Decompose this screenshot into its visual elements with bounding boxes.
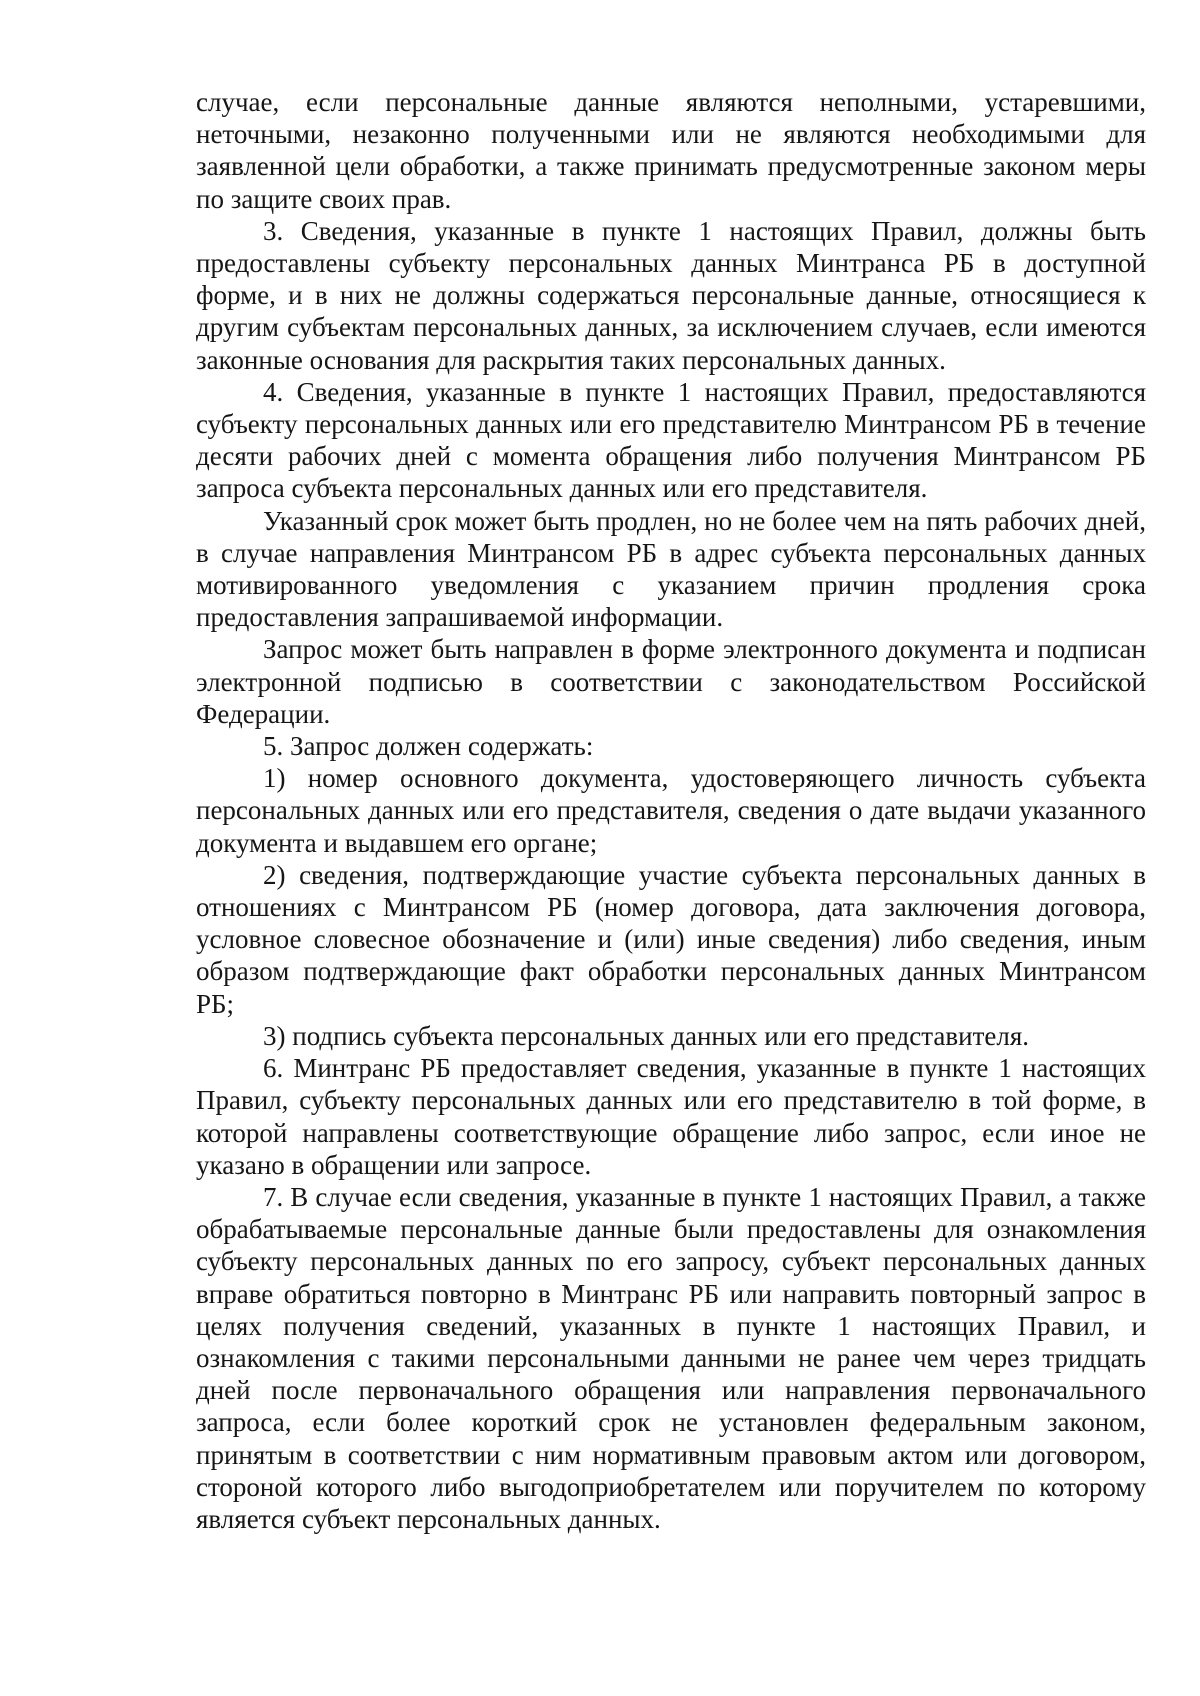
subitem-2: 2) сведения, подтверждающие участие субъекта персональных данных в отношениях с Минтрансом РБ (номер договора, дата заключения договора, условное словесное обозначение и (или) иные сведения) либо сведения, иным образом подтверждающие факт обработки персональных данных Минтрансом РБ;	[196, 859, 1146, 1019]
paragraph-term-extension: Указанный срок может быть продлен, но не более чем на пять рабочих дней, в случае направления Минтрансом РБ в адрес субъекта персональных данных мотивированного уведомления с указанием причин продления срока предоставления запрашиваемой информации.	[196, 505, 1146, 633]
document-body	[196, 86, 1146, 1535]
subitem-3: 3) подпись субъекта персональных данных или его представителя.	[263, 1020, 1030, 1051]
paragraph-item-3: 3. Сведения, указанные в пункте 1 настоящих Правил, должны быть предоставлены субъекту персональных данных Минтранса РБ в доступной форме, и в них не должны содержаться персональные данные, относящиеся к другим субъектам персональных данных, за исключением случаев, если имеются законные основания для раскрытия таких персональных данных.	[196, 215, 1146, 375]
paragraph-item-6: 6. Минтранс РБ предоставляет сведения, указанные в пункте 1 настоящих Правил, субъекту персональных данных или его представителю в той форме, в которой направлены соответствующие обращение либо запрос, если иное не указано в обращении или запросе.	[196, 1053, 1146, 1180]
paragraph-item-4: 4. Сведения, указанные в пункте 1 настоящих Правил, предоставляются субъекту персональных данных или его представителю Минтрансом РБ в течение десяти рабочих дней с момента обращения либо получения Минтрансом РБ запроса субъекта персональных данных или его представителя.	[196, 376, 1146, 504]
subitem-1: 1) номер основного документа, удостоверяющего личность субъекта персональных данных или его представителя, сведения о дате выдачи указанного документа и выдавшем его органе;	[196, 763, 1146, 858]
paragraph-item-5: 5. Запрос должен содержать:	[263, 731, 594, 762]
paragraph-electronic-request: Запрос может быть направлен в форме электронного документа и подписан электронной подписью в соответствии с законодательством Российской Федерации.	[196, 634, 1146, 729]
paragraph-item-7: 7. В случае если сведения, указанные в пункте 1 настоящих Правил, а также обрабатываемые персональные данные были предоставлены для ознакомления субъекту персональных данных по его запросу, субъект персональных данных вправе обратиться повторно в Минтранс РБ или направить повторный запрос в целях получения сведений, указанных в пункте 1 настоящих Правил, и ознакомления с такими персональными данными не ранее чем через тридцать дней после первоначального обращения или направления первоначального запроса, если более короткий срок не установлен федеральным законом, принятым в соответствии с ним нормативным правовым актом или договором, стороной которого либо выгодоприобретателем или поручителем по которому является субъект персональных данных.	[196, 1181, 1146, 1534]
paragraph-continuation: случае, если персональные данные являются неполными, устаревшими, неточными, незаконно полученными или не являются необходимыми для заявленной цели обработки, а также принимать предусмотренные законом меры по защите своих прав.	[196, 87, 1146, 214]
